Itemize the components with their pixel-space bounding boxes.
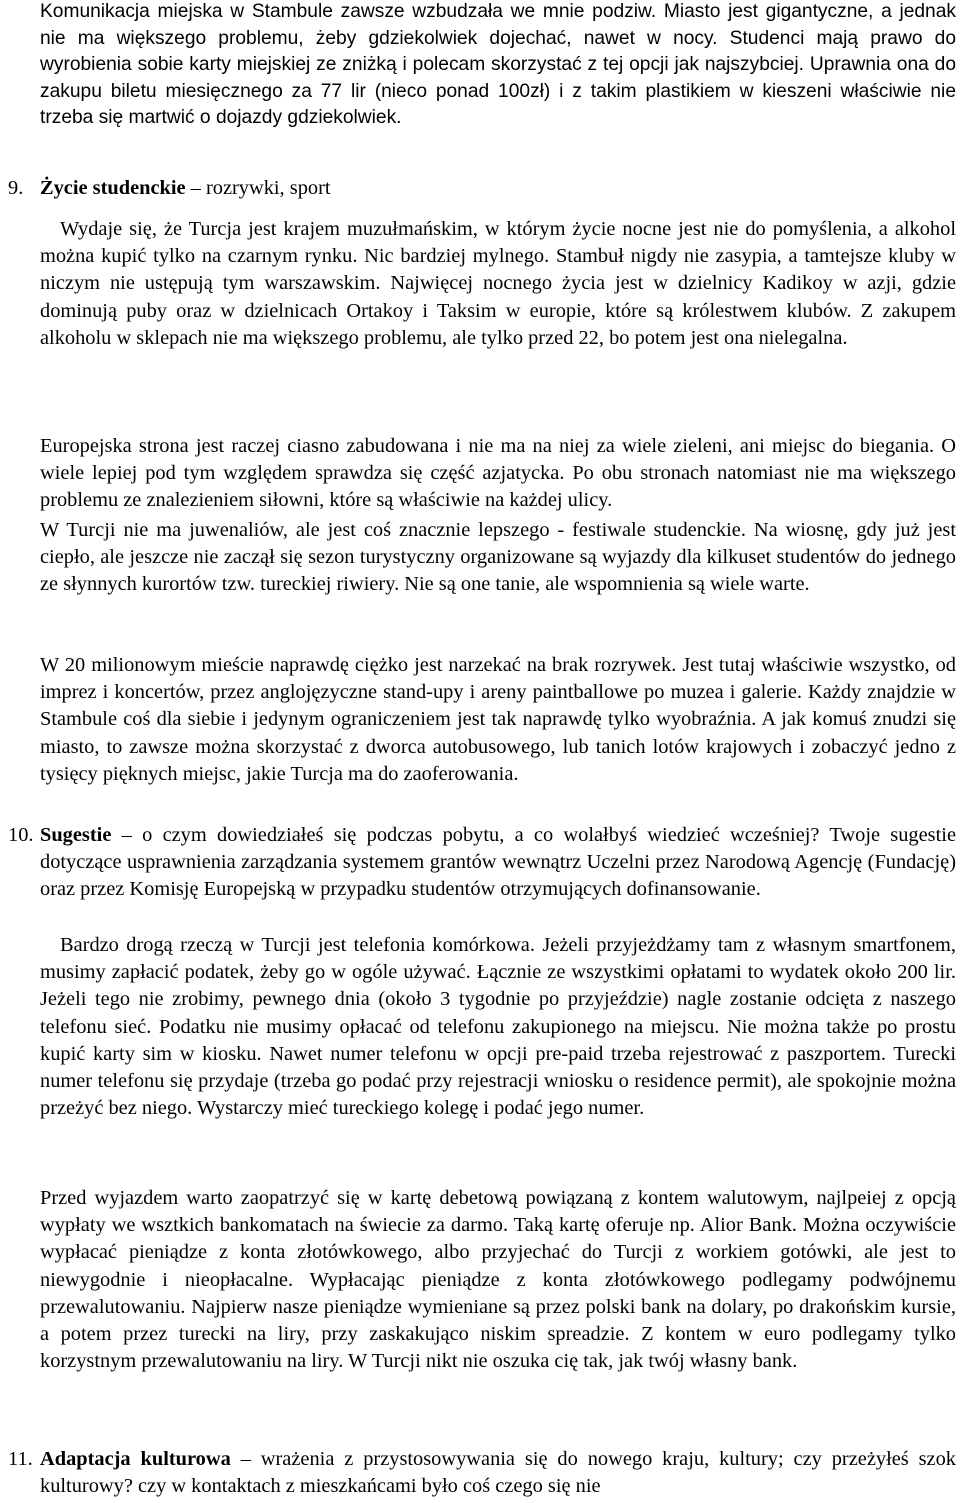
section-9-paragraph-3: W Turcji nie ma juwenaliów, ale jest coś znacznie lepszego - festiwale studenckie. Na wiosnę, gdy już jest ciepło, ale jeszcze nie zaczął się sezon turystyczny organizowane są wyjazdy dla kilkuset studentów do jednego ze słynnych kurortów tzw. tureckiej riwiery. Nie są one tanie, ale wspomnienia są wiele warte. — [40, 519, 956, 596]
section-11-number: 11. — [8, 1448, 33, 1470]
section-10-title: Sugestie — [40, 824, 112, 846]
intro-paragraph: Komunikacja miejska w Stambule zawsze wzbudzała we mnie podziw. Miasto jest gigantyczne, a jednak nie ma większego problemu, żeby gdziekolwiek dojechać, nawet w nocy. Studenci mają prawo do wyrobienia sobie karty miejskiej ze zniżką i polecam skorzystać z tej opcji jak najszybciej. Uprawnia ona do zakupu biletu miesięcznego za 77 lir (nieco ponad 100zł) i z takim plastikiem w kieszeni właściwie nie trzeba się martwić o dojazdy gdziekolwiek. — [40, 1, 956, 128]
section-9-title: Życie studenckie — [40, 177, 186, 199]
section-9-paragraph-2: Europejska strona jest raczej ciasno zabudowana i nie ma na niej za wiele zieleni, ani miejsc do biegania. O wiele lepiej pod tym względem sprawdza się część azjatycka. Po obu stronach natomiast nie ma większego problemu ze znalezieniem siłowni, które są właściwie na każdej ulicy. — [40, 435, 956, 512]
section-9-heading — [8, 175, 948, 202]
section-10-number: 10. — [8, 824, 34, 846]
section-10-paragraph-2: Przed wyjazdem warto zaopatrzyć się w kartę debetową powiązaną z kontem walutowym, najlpeiej z opcją wypłaty we wsztkich bankomatach na świecie za darmo. Taką kartę oferuje np. Alior Bank. Można oczywiście wypłacać pieniądze z konta złotówkowego, albo przyjechać do Turcji z workiem gotówki, ale jest to niewygodnie i nieopłacalne. Wypłacając pieniądze z konta złotówkowego podlegamy podwójnemu przewalutowaniu. Najpierw nasze pieniądze wymieniane są przez polski bank na dolary, po drakońskim kursie, a potem przez turecki na liry, przy zaskakująco niskim spreadzie. Z kontem w euro podlegamy tylko korzystnym przewalutowaniu na liry. W Turcji nikt nie oszuka cię tak, jak twój własny bank. — [40, 1187, 956, 1373]
section-9-number: 9. — [8, 177, 24, 199]
section-9-paragraph-1: Wydaje się, że Turcja jest krajem muzułmańskim, w którym życie nocne jest nie do pomyślenia, a alkohol można kupić tylko na czarnym rynku. Nic bardziej mylnego. Stambuł nigdy nie zasypia, a tamtejsze kluby w niczym nie ustępują tym warszawskim. Najwięcej nocnego życia jest w dzielnicy Kadikoy w azji, gdzie dominują puby oraz w dzielnicach Ortakoy i Taksim w europie, które są królestwem klubów. Z zakupem alkoholu w sklepach nie ma większego problemu, ale tylko przed 22, bo potem jest ona nielegalna. — [40, 218, 956, 349]
section-10-heading — [8, 822, 956, 904]
section-10-paragraph-1: Bardzo drogą rzeczą w Turcji jest telefonia komórkowa. Jeżeli przyjeżdżamy tam z własnym smartfonem, musimy zapłacić podatek, żeby go w ogóle używać. Łącznie ze wszystkimi opłatami to wydatek około 200 lir. Jeżeli tego nie zrobimy, pewnego dnia (około 3 tygodnie po przyjeździe) nagle zostanie odcięta z naszego telefonu sieć. Podatku nie musimy opłacać od telefonu zakupionego na miejscu. Nie można także po prostu kupić karty sim w kiosku. Nawet numer telefonu w opcji pre-paid trzeba rejestrować z paszportem. Turecki numer telefonu się przydaje (trzeba go podać przy rejestracji wniosku o residence permit), ale spokojnie można przeżyć bez niego. Wystarczy mieć tureckiego kolegę i podać jego numer. — [40, 934, 956, 1120]
section-10-question: – o czym dowiedziałeś się podczas pobytu, a co wolałbyś wiedzieć wcześniej? Twoje sugestie dotyczące usprawnienia zarządzania systemem grantów wewnątrz Uczelni przez Narodową Agencję (Fundację) oraz przez Komisję Europejską w przypadku studentów otrzymujących dofinansowanie. — [40, 824, 956, 901]
section-11-question: – wrażenia z przystosowywania się do nowego kraju, kultury; czy przeżyłeś szok kulturowy? czy w kontaktach z mieszkańcami było coś czego się nie — [40, 1448, 956, 1498]
section-9-subtitle: – rozrywki, sport — [185, 177, 331, 199]
section-11-title: Adaptacja kulturowa — [40, 1448, 231, 1470]
section-9-paragraph-4: W 20 milionowym mieście naprawdę ciężko jest narzekać na brak rozrywek. Jest tutaj właściwie wszystko, od imprez i koncertów, przez anglojęzyczne stand-upy i areny paintballowe po muzea i galerie. Każdy znajdzie w Stambule coś dla siebie i jedynym ograniczeniem jest tak naprawdę tylko wyobraźnia. A jak komuś znudzi się miasto, to zawsze można skorzystać z dworca autobusowego, lub tanich lotów krajowych i zobaczyć jedno z tysięcy pięknych miejsc, jakie Turcja ma do zaoferowania. — [40, 654, 956, 785]
section-11-heading — [8, 1446, 956, 1500]
